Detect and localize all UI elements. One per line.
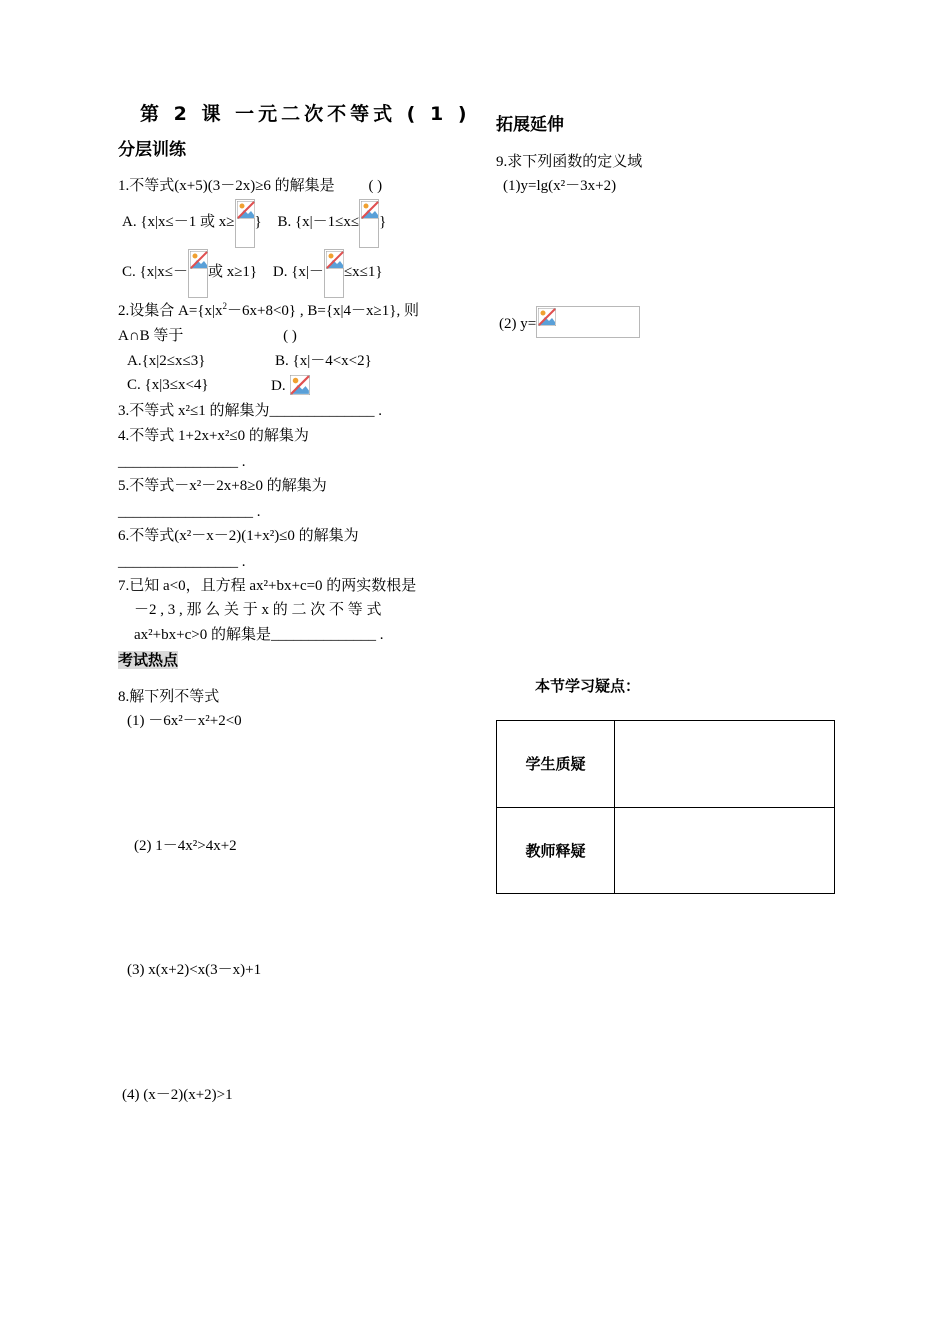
option-b-suffix: }: [379, 214, 387, 230]
table-row: [497, 807, 835, 894]
answer-paren: ( ): [283, 328, 297, 344]
answer-paren: ( ): [368, 178, 383, 194]
question-8-part-3: (3) x(x+2)<x(3－x)+1: [127, 962, 262, 978]
question-8-stem: 8.解下列不等式: [118, 689, 220, 705]
option-a-suffix: }: [254, 214, 262, 230]
question-1-options-row-1: [122, 199, 386, 248]
question-1-options-row-2: [122, 249, 383, 298]
question-9-part-2: [499, 306, 640, 338]
question-2-option-d: [271, 374, 310, 395]
question-5-answer-blank: __________________ .: [118, 504, 261, 520]
broken-image-icon: [359, 199, 379, 248]
doubt-section-title: 本节学习疑点：: [535, 677, 641, 695]
doubt-table: [496, 720, 835, 894]
table-row: [497, 721, 835, 808]
teacher-answer-cell[interactable]: [615, 807, 835, 894]
question-8-part-2: (2) 1－4x²>4x+2: [134, 838, 237, 854]
question-2-option-a: A.{x|2≤x≤3}: [127, 353, 206, 369]
question-2-line-2: [118, 327, 297, 345]
option-c-suffix: 或 x≥1}: [207, 264, 258, 280]
question-7-line-3: ax²+bx+c>0 的解集是______________ .: [134, 627, 384, 643]
option-d-prefix: D. {x|－: [272, 264, 324, 280]
section-heading-exam-hotspots: 考试热点: [118, 651, 179, 669]
question-9-stem: 9.求下列函数的定义域: [496, 154, 643, 170]
teacher-answer-label: 教师释疑: [497, 807, 615, 894]
question-2-line-1: 2.设集合 $A=\{x|x^2-6x+8<0\}$ , B={x|4－x≥1}, 则: [118, 301, 419, 319]
broken-image-icon: [324, 249, 344, 298]
question-2-text-b: －6x+8<0} , B={x|4－x≥1}, 则: [227, 303, 419, 319]
question-6-answer-blank: ________________ .: [118, 554, 246, 570]
question-6-line-1: 6.不等式(x²－x－2)(1+x²)≤0 的解集为: [118, 528, 359, 544]
question-4-answer-blank: ________________ .: [118, 454, 246, 470]
question-5-line-1: 5.不等式－x²－2x+8≥0 的解集为: [118, 478, 327, 494]
question-1-text: 1.不等式(x+5)(3－2x)≥6 的解集是: [118, 178, 335, 194]
option-b-prefix: B. {x|－1≤x≤: [277, 214, 360, 230]
broken-image-icon: [235, 199, 255, 248]
broken-image-icon: [188, 249, 208, 298]
student-question-label: 学生质疑: [497, 721, 615, 808]
question-8-part-1: (1) －6x²－x²+2<0: [127, 713, 242, 729]
section-heading-layered-training: 分层训练: [118, 140, 186, 160]
page-title: 第 2 课 一元二次不等式 ( 1 ): [140, 103, 471, 125]
question-7-line-2: －2 , 3 , 那 么 关 于 x 的 二 次 不 等 式: [134, 602, 382, 618]
option-c-prefix: C. {x|x≤－: [122, 264, 188, 280]
section-heading-extension: 拓展延伸: [496, 115, 564, 135]
option-d-suffix: ≤x≤1}: [343, 264, 383, 280]
option-a-prefix: A. {x|x≤－1 或 x≥: [122, 214, 235, 230]
question-2-option-b: B. {x|－4<x<2}: [275, 353, 372, 369]
question-3: 3.不等式 x²≤1 的解集为______________ .: [118, 403, 382, 419]
question-1-stem: [118, 177, 382, 195]
student-question-cell[interactable]: [615, 721, 835, 808]
question-2-text-a: 2.设集合 A={x|x: [118, 303, 223, 319]
question-4-line-1: 4.不等式 1+2x+x²≤0 的解集为: [118, 428, 309, 444]
option-d-label: D.: [271, 378, 286, 394]
question-2-option-c: C. {x|3≤x<4}: [127, 377, 209, 393]
question-7-line-1: 7.已知 a<0，且方程 ax²+bx+c=0 的两实数根是: [118, 578, 417, 594]
question-9-part-1: (1)y=lg(x²－3x+2): [503, 178, 617, 194]
question-8-part-4: (4) (x－2)(x+2)>1: [122, 1087, 233, 1103]
question-9-part-2-label: (2) y=: [499, 316, 537, 332]
broken-image-icon: [289, 374, 310, 395]
broken-image-icon: [536, 306, 640, 338]
question-2-text-c: A∩B 等于: [118, 328, 184, 344]
